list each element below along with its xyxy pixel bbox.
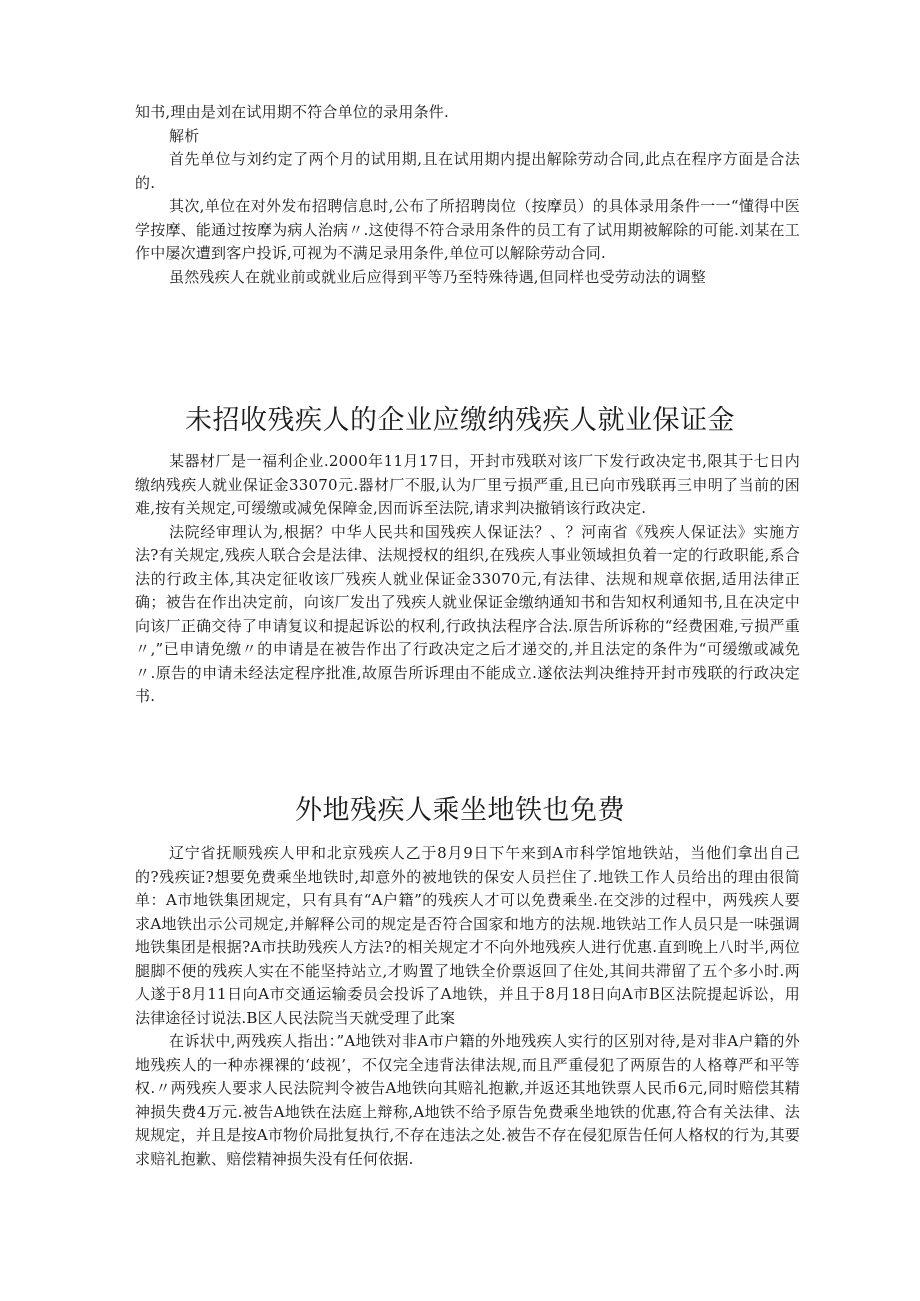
section-title: 未招收残疾人的企业应缴纳残疾人就业保证金 — [185, 405, 735, 436]
paragraph: 其次,单位在对外发布招聘信息时,公布了所招聘岗位（按摩员）的具体录用条件一一“懂得中医学按摩、能通过按摩为病人治病〃.这使得不符合录用条件的员工有了试用期被解除的可能.刘某在工作中屡次遭到客户投诉,可视为不满足录用条件,单位可以解除劳动合同. — [135, 197, 800, 262]
paragraph-label: 解析 — [169, 126, 200, 145]
section-two-body — [135, 450, 800, 709]
section-three-body — [135, 842, 800, 1171]
paragraph: 在诉状中,两残疾人指出：”A地铁对非A市户籍的外地残疾人实行的区别对待,是对非A户籍的外地残疾人的一种赤裸裸的‘歧视’，不仅完全违背法律法规,而且严重侵犯了两原告的人格尊严和平等权.〃两残疾人要求人民法院判令被告A地铁向其赔礼抱歉,并返还其地铁票人民币6元,同时赔偿其精神损失费4万元.被告A地铁在法庭上辩称,A地铁不给予原告免费乘坐地铁的优惠,符合有关法律、法规规定，并且是按A市物价局批复执行,不存在违法之处.被告不存在侵犯原告任何人格权的行为,其要求赔礼抱歉、赔偿精神损失没有任何依据. — [135, 1032, 800, 1168]
paragraph: 法院经审理认为,根据？中华人民共和国残疾人保证法？、？河南省《残疾人保证法》实施方法?有关规定,残疾人联合会是法律、法规授权的组织,在残疾人事业领域担负着一定的行政职能,系合法的行政主体,其决定征收该厂残疾人就业保证金33070元,有法律、法规和规章依据,适用法律正确；被告在作出决定前，向该厂发出了残疾人就业保证金缴纳通知书和告知权利通知书,且在决定中向该厂正确交待了申请复议和提起诉讼的权利,行政执法程序合法.原告所诉称的“经费困难,亏损严重〃,”已申请免缴〃的申请是在被告作出了行政决定之后才递交的,并且法定的条件为“可缓缴或减免〃.原告的申请未经法定程序批准,故原告所诉理由不能成立.遂依法判决维持开封市残联的行政决定书. — [135, 522, 800, 705]
paragraph-continuation: 知书,理由是刘在试用期不符合单位的录用条件. — [135, 103, 449, 121]
paragraph: 首先单位与刘约定了两个月的试用期,且在试用期内提出解除劳动合同,此点在程序方面是合法的. — [135, 150, 800, 192]
paragraph: 辽宁省抚顺残疾人甲和北京残疾人乙于8月9日下午来到A市科学馆地铁站，当他们拿出自己的?残疾证?想要免费乘坐地铁时,却意外的被地铁的保安人员拦住了.地铁工作人员给出的理由很简单：A市地铁集团规定，只有具有“A户籍”的残疾人才可以免费乘坐.在交涉的过程中，两残疾人要求A地铁出示公司规定,并解释公司的规定是否符合国家和地方的法规.地铁站工作人员只是一味强调地铁集团是根据?A市扶助残疾人方法?的相关规定才不向外地残疾人进行优惠.直到晚上八时半,两位腿脚不便的残疾人实在不能坚持站立,才购置了地铁全价票返回了住处,其间共滞留了五个多小时.两人遂于8月11日向A市交通运输委员会投诉了A地铁，并且于8月18日向A市B区法院提起诉讼，用法律途径讨说法.B区人民法院当天就受理了此案 — [135, 844, 800, 1027]
section-title: 外地残疾人乘坐地铁也免费 — [295, 795, 625, 826]
paragraph: 虽然残疾人在就业前或就业后应得到平等乃至特殊待遇,但同样也受劳动法的调整 — [169, 267, 706, 286]
section-top — [135, 101, 800, 289]
paragraph: 某器材厂是一福利企业.2000年11月17日，开封市残联对该厂下发行政决定书,限其于七日内缴纳残疾人就业保证金33070元.器材厂不服,认为厂里亏损严重,且已向市残联再三申明了当前的困难,按有关规定,可缓缴或减免保障金,因而诉至法院,请求判决撤销该行政决定. — [135, 452, 800, 517]
